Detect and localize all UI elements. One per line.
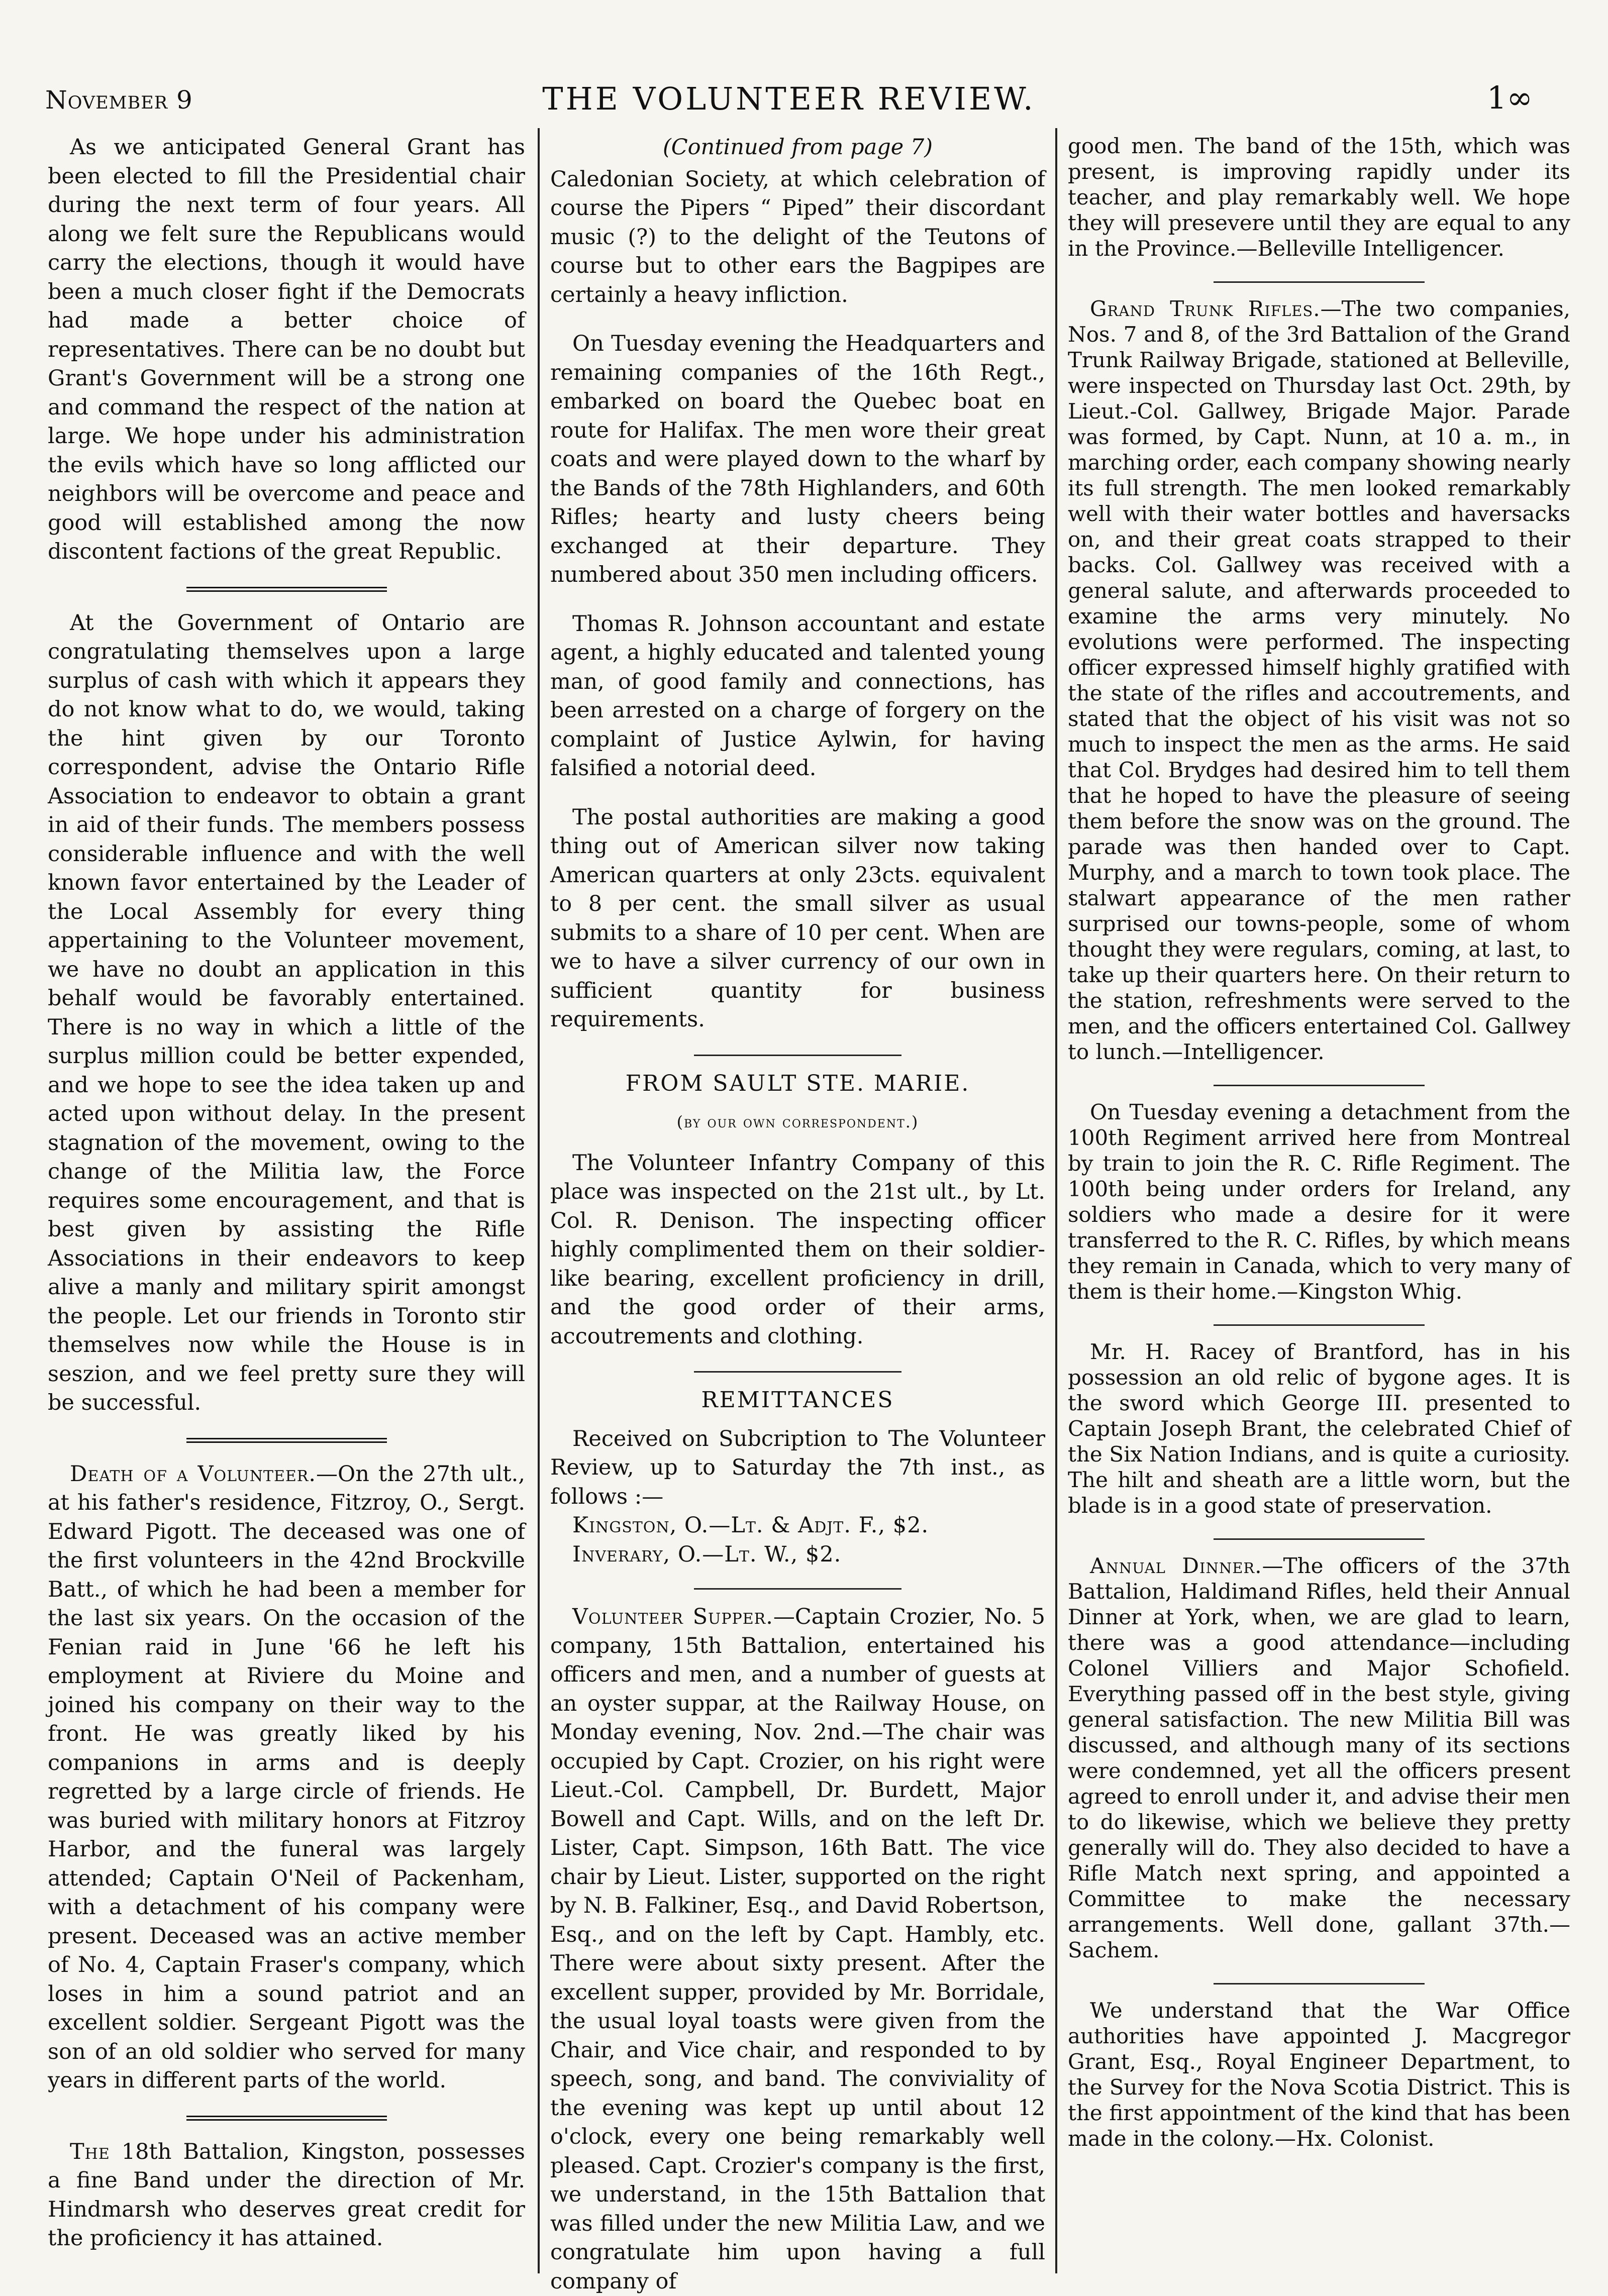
article-heading: Grand Trunk Rifles.: [1090, 296, 1321, 321]
section-rule: [186, 2116, 387, 2121]
article-death-of-volunteer: [48, 1460, 525, 2096]
column-3: [1068, 133, 1570, 2268]
article-ontario-surplus: At the Government of Ontario are congratulating themselves upon a large surplus of cash with which it appears they do not know what to do, we would, taking the hint given by our Toronto correspondent, advise the Ontario Rifle Association to endeavor to obtain a grant in aid of their funds. The members possess considerable influence and with the well known favor entertained by the Leader of the Local Assembly for every thing appertaining to the Volunteer movement, we have no doubt an application in this behalf would be favorably entertained. There is no way in which a little of the surplus million could be better expended, and we hope to see the idea taken up and acted upon without delay. In the present stagnation of the movement, owing to the change of the Militia law, the Force requires some encouragement, and that is best given by assisting the Rifle Associations in their endeavors to keep alive a manly and military spirit amongst the people. Let our friends in Toronto stir themselves now while the House is in seszion, and we feel pretty sure they will be successful.: [48, 610, 525, 1415]
section-rule: [186, 587, 387, 592]
article-war-office: We understand that the War Office authorities have appointed J. Macgregor Grant, Esq., Royal Engineer Department, to the Survey for the Nova Scotia District. This is the first appointment of the kind that has been made in the colony.—Hx. Colonist.: [1068, 1998, 1570, 2151]
section-rule: [1214, 1538, 1425, 1540]
article-body: —On the 27th ult., at his father's residence, Fitzroy, O., Sergt. Edward Pigott. The deceased was one of the first volunteers in the 42nd Brockville Batt., of which he had been a member for the last six years. On the occasion of the Fenian raid in June '66 he left his employment at Riviere du Moine and joined his company on their way to the front. He was greatly liked by his companions in arms and is deeply regretted by a large circle of friends. He was buried with military honors at Fitzroy Harbor, and the funeral was largely attended; Captain O'Neil of Packenham, with a detachment of his company were present. Deceased was an active member of No. 4, Captain Fraser's company, which loses in him a sound patriot and an excellent soldier. Sergeant Pigott was the son of an old soldier who served for many years in different parts of the world.: [48, 1461, 525, 2093]
remittance-entry: Kingston, O.—Lt. & Adjt. F., $2.: [572, 1513, 929, 1538]
article-body: —The officers of the 37th Battalion, Haldimand Rifles, held their Annual Dinner at York, when, we are glad to learn, there was a good attendance—including Colonel Villiers and Major Schofield. Everything passed off in the best style, giving general satisfaction. The new Militia Bill was discussed, and although many of its sections were condemned, yet all the officers present agreed to enroll under it, and advise their men to do likewise, which we believe they pretty generally will do. They also decided to have a Rifle Match next spring, and appointed a Committee to make the necessary arrangements. Well done, gallant 37th.—Sachem.: [1068, 1553, 1570, 1962]
byline: (by our own correspondent.): [676, 1112, 919, 1131]
remittance-entry: Inverary, O.—Lt. W., $2.: [572, 1541, 842, 1567]
issue-date: November 9: [45, 85, 193, 115]
section-rule: [1214, 281, 1425, 283]
article-body: —Captain Crozier, No. 5 company, 15th Battalion, entertained his officers and men, and a number of guests at an oyster suppar, at the Railway House, on Monday evening, Nov. 2nd.—The chair was occupied by Capt. Crozier, on his right were Lieut.-Col. Campbell, Dr. Burdett, Major Bowell and Capt. Wills, and on the left Dr. Lister, Capt. Simpson, 16th Batt. The vice chair by Lieut. Lister, supported on the right by N. B. Falkiner, Esq., and David Robertson, Esq., and on the left by Capt. Hambly, etc. There were about sixty present. After the excellent supper, provided by Mr. Borridale, the usual loyal toasts were given from the Chair, and Vice chair, and responded to by speech, song, and band. The conviviality of the evening was kept up until about 12 o'clock, every one being remarkably well pleased. Capt. Crozier's company is the first, we understand, in the 15th Battalion that was filled under the new Militia Law, and we congratulate him upon having a full company of: [550, 1604, 1045, 2294]
column-2: [550, 133, 1045, 2294]
section-rule: [1214, 1983, 1425, 1985]
section-rule: [694, 1055, 902, 1056]
article-volunteer-supper: [550, 1603, 1045, 2296]
continued-note: (Continued from page 7): [662, 135, 933, 160]
masthead-title: THE VOLUNTEER REVIEW.: [542, 80, 1036, 117]
column-1: [48, 133, 525, 2268]
column-divider: [538, 128, 540, 2273]
article-sault-ste-marie: The Volunteer Infantry Company of this place was inspected on the 21st ult., by Lt. Col. R. Denison. The inspecting officer highly complimented them on their soldier-like bearing, excellent proficiency in drill, and the good order of their arms, accoutrements and clothing.: [550, 1150, 1045, 1349]
remittances-intro: Received on Subcription to The Volunteer Review, up to Saturday the 7th inst., as follows :—: [550, 1426, 1045, 1509]
section-rule: [1214, 1085, 1425, 1086]
section-heading-sault: FROM SAULT STE. MARIE.: [625, 1070, 970, 1096]
page-number: 1∞: [1486, 79, 1533, 116]
article-grand-trunk-rifles: [1068, 296, 1570, 1065]
article-johnson-arrest: Thomas R. Johnson accountant and estate agent, a highly educated and talented young man, of good family and connections, has been arrested on a charge of forgery on the complaint of Justice Aylwin, for having falsified a notorial deed.: [550, 611, 1045, 781]
article-heading: Volunteer Supper.: [572, 1604, 773, 1629]
page-header: [45, 75, 1533, 131]
article-body: 18th Battalion, Kingston, possesses a fine Band under the direction of Mr. Hindmarsh who deserves great credit for the proficiency it has attained.: [48, 2139, 525, 2251]
section-rule: [694, 1588, 902, 1590]
section-rule: [186, 1438, 387, 1443]
article-16th-regiment: On Tuesday evening the Headquarters and remaining companies of the 16th Regt., embarked on board the Quebec boat en route for Halifax. The men wore their great coats and were played down to the wharf by the Bands of the 78th Highlanders, and 60th Rifles; hearty and lusty cheers being exchanged at their departure. They numbered about 350 men including officers.: [550, 331, 1045, 587]
article-heading: Annual Dinner.: [1090, 1553, 1262, 1578]
article-racey-sword: Mr. H. Racey of Brantford, has in his possession an old relic of bygone ages. It is the sword which George III. presented to Captain Joseph Brant, the celebrated Chief of the Six Nation Indians, and is quite a curiosity. The hilt and sheath are a little worn, but the blade is in a good state of preservation.: [1068, 1339, 1570, 1518]
section-heading-remittances: REMITTANCES: [701, 1387, 894, 1413]
article-caledonian: Caledonian Society, at which celebration of course the Pipers “ Piped” their discordant music (?) to the delight of the Teutons of course but to other ears the Bagpipes are certainly a heavy infliction.: [550, 166, 1045, 307]
article-postal-silver: The postal authorities are making a good thing out of American silver now taking American quarters at only 23cts. equivalent to 8 per cent. the small silver as usual submits to a share of 10 per cent. When are we to have a silver currency of our own in sufficient quantity for business requirements.: [550, 804, 1045, 1032]
section-rule: [694, 1371, 902, 1373]
article-heading: Death of a Volunteer.: [70, 1461, 317, 1487]
article-lead-word: The: [70, 2139, 110, 2164]
section-rule: [1214, 1324, 1425, 1326]
article-100th-regiment: On Tuesday evening a detachment from the 100th Regiment arrived here from Montreal by train to join the R. C. Rifle Regiment. The 100th being under orders for Ireland, any soldiers who made a desire for it were transferred to the R. C. Rifles, by which means they remain in Canada, which to very many of them is their home.—Kingston Whig.: [1068, 1100, 1570, 1304]
article-15th-band: good men. The band of the 15th, which was present, is improving rapidly under its teacher, and play remarkably well. We hope they will presevere until they are equal to any in the Province.—Belleville Intelligencer.: [1068, 134, 1570, 261]
article-18th-battalion-band: [48, 2138, 525, 2253]
column-divider: [1055, 128, 1057, 2273]
article-body: —The two companies, Nos. 7 and 8, of the 3rd Battalion of the Grand Trunk Railway Brigade, stationed at Belleville, were inspected on Thursday last Oct. 29th, by Lieut.-Col. Gallwey, Brigade Major. Parade was formed, by Capt. Nunn, at 10 a. m., in marching order, each company showing nearly its full strength. The men looked remarkably well with their water bottles and haversacks on, and their great coats strapped to their backs. Col. Gallwey was received with a general salute, and afterwards proceeded to examine the arms very minutely. No evolutions were performed. The inspecting officer expressed himself highly gratified with the state of the rifles and accoutrements, and stated that the object of his visit was not so much to inspect the men as the arms. He said that Col. Brydges had desired him to tell them that he hoped to have the pleasure of seeing them before the snow was on the ground. The parade was then handed over to Capt. Murphy, and a march to town took place. The stalwart appearance of the men rather surprised our towns-people, some of whom thought they were regulars, coming, at last, to take up their quarters here. On their return to the station, refreshments were served to the men, and the officers entertained Col. Gallwey to lunch.—Intelligencer.: [1068, 296, 1570, 1064]
article-annual-dinner: [1068, 1553, 1570, 1963]
remittances-list: [550, 1425, 1045, 1570]
article-grant-elected: As we anticipated General Grant has been elected to fill the Presidential chair during the next term of four years. All along we felt sure the Republicans would carry the elections, though it would have been a much closer fight if the Democrats had made a better choice of representatives. There can be no doubt but Grant's Government will be a strong one and command the respect of the nation at large. We hope under his administration the evils which have so long afflicted our neighbors will be overcome and peace and good will established among the now discontent factions of the great Republic.: [48, 135, 525, 564]
